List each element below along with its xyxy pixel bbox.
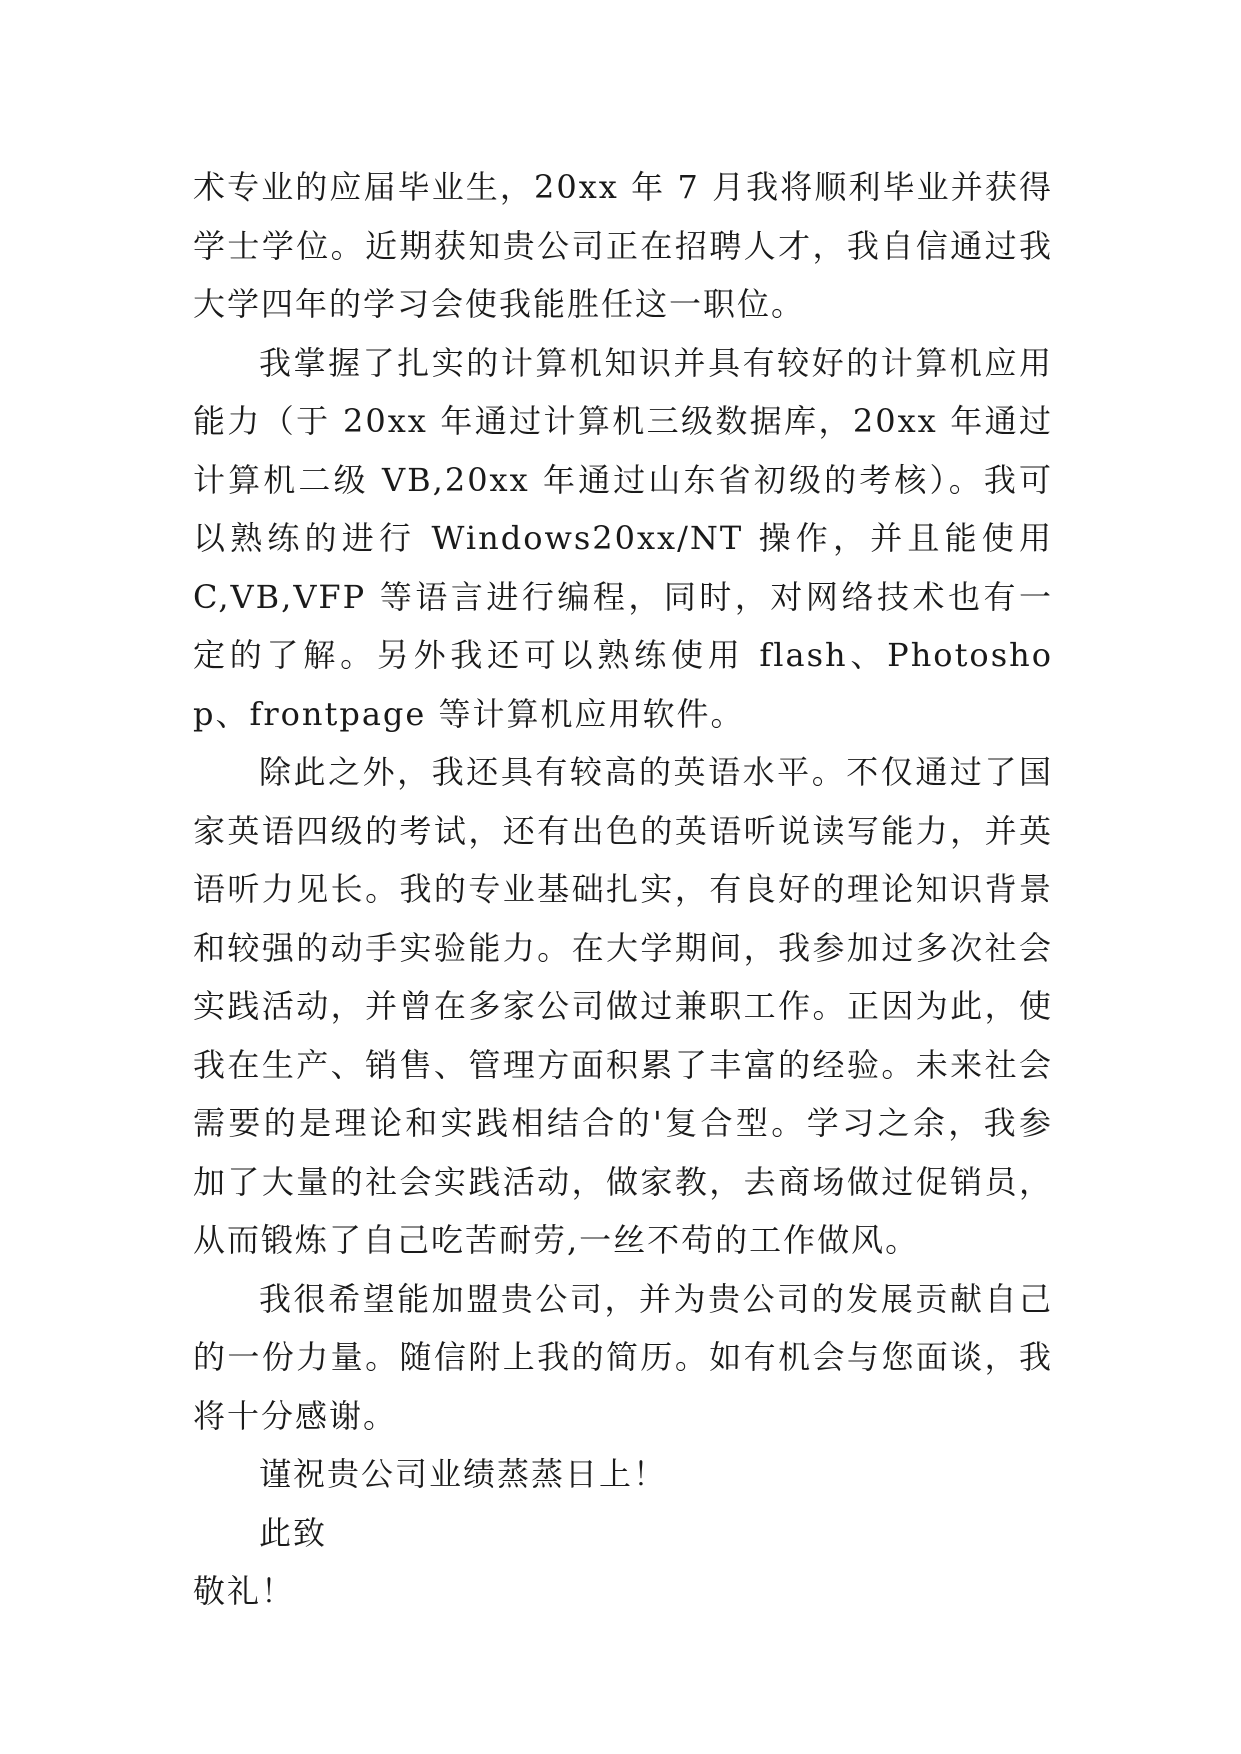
paragraph-blessing: 谨祝贵公司业绩蒸蒸日上！ [259, 1455, 668, 1493]
paragraph-intro-continuation: 术专业的应届毕业生，20xx 年 7 月我将顺利毕业并获得学士学位。近期获知贵公司正在招聘人才，我自信通过我大学四年的学习会使我能胜任这一职位。 [193, 168, 1053, 323]
letter-body [193, 158, 1053, 1621]
paragraph-salutation: 此致 [259, 1513, 328, 1552]
paragraph-computer-skills: 我掌握了扎实的计算机知识并具有较好的计算机应用能力（于 20xx 年通过计算机三级数据库，20xx 年通过计算机二级 VB,20xx 年通过山东省初级的考核）。我可以熟练的进行 Windows20xx/NT 操作，并且能使用 C,VB,VFP 等语言进行编程，同时，对网络技术也有一定的了解。另外我还可以熟练使用 flash、Photoshop、frontpage 等计算机应用软件。 [193, 343, 1053, 733]
paragraph-closing-wish: 我很希望能加盟贵公司，并为贵公司的发展贡献自己的一份力量。随信附上我的简历。如有机会与您面谈，我将十分感谢。 [193, 1279, 1053, 1435]
paragraph-regards: 敬礼！ [193, 1572, 296, 1610]
paragraph-english-and-experience: 除此之外，我还具有较高的英语水平。不仅通过了国家英语四级的考试，还有出色的英语听说读写能力，并英语听力见长。我的专业基础扎实，有良好的理论知识背景和较强的动手实验能力。在大学期间，我参加过多次社会实践活动，并曾在多家公司做过兼职工作。正因为此，使我在生产、销售、管理方面积累了丰富的经验。未来社会需要的是理论和实践相结合的'复合型。学习之余，我参加了大量的社会实践活动，做家教，去商场做过促销员，从而锻炼了自己吃苦耐劳,一丝不苟的工作做风。 [193, 753, 1053, 1259]
